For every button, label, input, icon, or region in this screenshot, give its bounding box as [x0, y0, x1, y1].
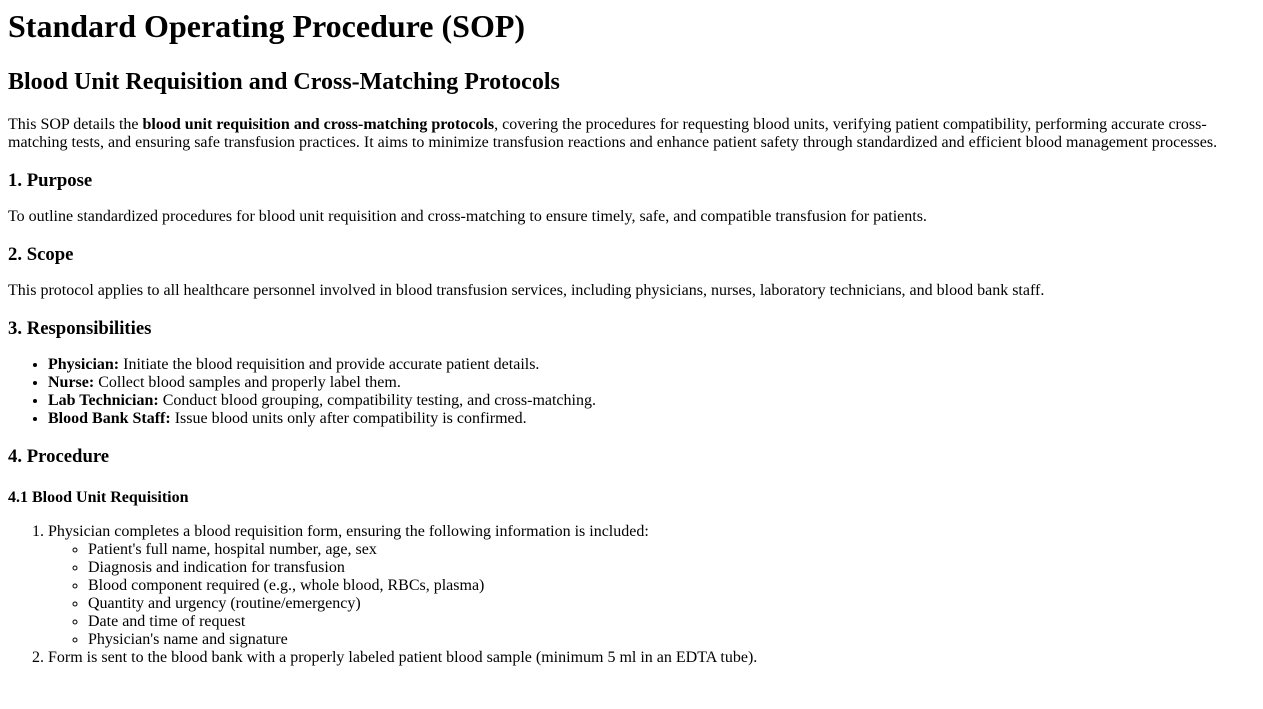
intro-paragraph — [8, 116, 1255, 152]
responsibility-text: Conduct blood grouping, compatibility testing, and cross-matching. — [158, 392, 596, 409]
requisition-steps — [8, 523, 1255, 667]
responsibility-role: Lab Technician: — [48, 392, 159, 409]
purpose-heading: 1. Purpose — [8, 170, 93, 191]
procedure-heading: 4. Procedure — [8, 446, 110, 467]
responsibility-role: Nurse: — [48, 374, 95, 391]
requisition-step — [48, 523, 1255, 649]
responsibility-text: Initiate the blood requisition and provide accurate patient details. — [119, 356, 540, 373]
responsibility-role: Physician: — [48, 356, 120, 373]
required-info-item: ◦ Patient's full name, hospital number, age, sex — [88, 541, 1255, 559]
requisition-heading: 4.1 Blood Unit Requisition — [8, 489, 189, 506]
required-info-list — [48, 541, 1255, 649]
responsibility-text: Issue blood units only after compatibility is confirmed. — [170, 410, 527, 427]
responsibility-text: Collect blood samples and properly label them. — [94, 374, 401, 391]
responsibility-item — [48, 392, 1255, 410]
required-info-item: ◦ Blood component required (e.g., whole blood, RBCs, plasma) — [88, 577, 1255, 595]
intro-text-bold: blood unit requisition and cross-matching protocols — [142, 116, 495, 133]
intro-text-after: , covering the procedures for requesting blood units, verifying patient compatibility, performing accurate cross-matching tests, and ensuring safe transfusion practices. It aims to minimize transfusion reactions and enhance patient safety through standardized and efficient blood management processes. — [8, 116, 1218, 151]
responsibility-item — [48, 356, 1255, 374]
scope-text: This protocol applies to all healthcare personnel involved in blood transfusion services, including physicians, nurses, laboratory technicians, and blood bank staff. — [8, 282, 1045, 299]
requisition-step-text: Form is sent to the blood bank with a properly labeled patient blood sample (minimum 5 ml in an EDTA tube). — [48, 649, 758, 666]
scope-heading: 2. Scope — [8, 244, 74, 265]
responsibility-item — [48, 374, 1255, 392]
page-subtitle: Blood Unit Requisition and Cross-Matching Protocols — [8, 69, 560, 95]
page-title: Standard Operating Procedure (SOP) — [8, 8, 526, 44]
required-info-item: ◦ Physician's name and signature — [88, 631, 1255, 649]
responsibility-item — [48, 410, 1255, 428]
responsibility-role: Blood Bank Staff: — [48, 410, 171, 427]
requisition-step — [48, 649, 1255, 667]
required-info-item: ◦ Diagnosis and indication for transfusion — [88, 559, 1255, 577]
sop-document — [0, 8, 1263, 667]
required-info-item: ◦ Quantity and urgency (routine/emergency) — [88, 595, 1255, 613]
requisition-step-text: Physician completes a blood requisition form, ensuring the following information is included: — [48, 523, 649, 540]
responsibilities-list — [8, 356, 1255, 428]
responsibilities-heading: 3. Responsibilities — [8, 318, 152, 339]
purpose-text: To outline standardized procedures for blood unit requisition and cross-matching to ensure timely, safe, and compatible transfusion for patients. — [8, 208, 927, 225]
intro-text-before: This SOP details the — [8, 116, 143, 133]
required-info-item: ◦ Date and time of request — [88, 613, 1255, 631]
